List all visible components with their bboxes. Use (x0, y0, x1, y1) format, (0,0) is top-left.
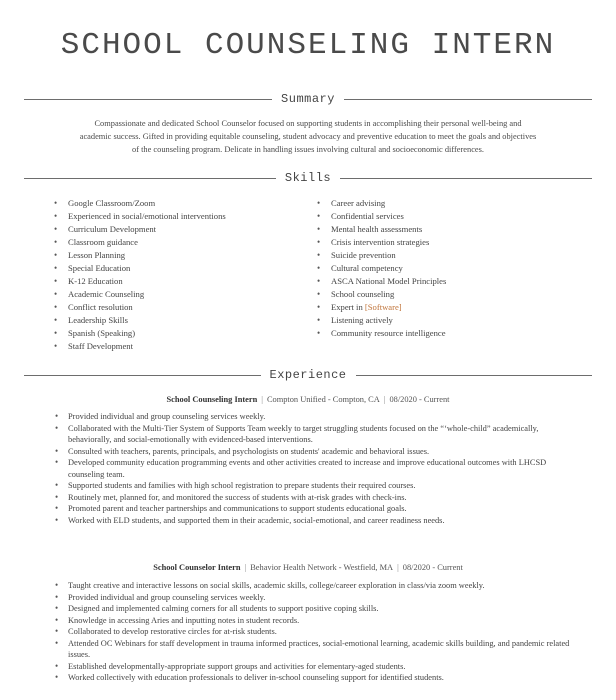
separator: | (244, 563, 247, 572)
job-bullet: • Established developmentally-appropriate support groups and activities for elementary-aged students. (55, 661, 575, 673)
summary-section-header (24, 92, 592, 106)
separator: | (261, 395, 263, 404)
skill-item: • Curriculum Development (54, 223, 226, 236)
job-bullet: • Consulted with teachers, parents, principals, and psychologists on students' academic and behavioral issues. (55, 446, 575, 458)
skill-item: • School counseling (317, 288, 446, 301)
job-bullet: • Provided individual and group counseling services weekly. (55, 592, 575, 604)
skill-item: • Experienced in social/emotional interventions (54, 210, 226, 223)
job-bullet: • Worked with ELD students, and supported them in their academic, social-emotional, and career readiness needs. (55, 515, 575, 527)
separator: | (397, 563, 399, 572)
skill-item: • Cultural competency (317, 262, 446, 275)
divider-left (24, 99, 272, 100)
summary-line: academic success. Gifted in providing equitable counseling, student advocacy and preventive education to meet the goals and objectives (79, 132, 537, 141)
job-bullets (55, 411, 575, 526)
job-company: Behavior Health Network - Westfield, MA (250, 563, 394, 572)
skills-title: Skills (284, 171, 332, 185)
skill-item: • K-12 Education (54, 275, 226, 288)
job-bullet: • Developed community education programming events and other activities created to increase and improve educational outcomes with LHCSD counseling team. (55, 457, 575, 480)
job-bullet: • Collaborated to develop restorative circles for at-risk students. (55, 626, 575, 638)
skill-item: • Mental health assessments (317, 223, 446, 236)
summary-text (38, 117, 578, 156)
job-bullet: • Taught creative and interactive lessons on social skills, academic skills, college/career exploration in class/via zoom weekly. (55, 580, 575, 592)
job-bullet: • Designed and implemented calming corners for all students to support positive coping skills. (55, 603, 575, 615)
divider-right (340, 178, 592, 179)
experience-section-header (24, 368, 592, 382)
skills-list-left (54, 197, 226, 353)
summary-line: Compassionate and dedicated School Counselor focused on supporting students in accomplishing their personal well-being and (94, 119, 522, 128)
job-bullet: • Attended OC Webinars for staff development in trauma informed practices, social-emotional learning, academic skills building, and pandemic related issues. (55, 638, 575, 661)
skill-item: • Staff Development (54, 340, 226, 353)
skill-item: • Suicide prevention (317, 249, 446, 262)
skill-item-expert (317, 301, 446, 314)
job-dates: 08/2020 - Current (402, 563, 463, 572)
skill-item: • Leadership Skills (54, 314, 226, 327)
divider-left (24, 178, 276, 179)
job-bullet: • Promoted parent and teacher partnerships and communications to support students educational goals. (55, 503, 575, 515)
skill-item: • Special Education (54, 262, 226, 275)
job-bullet: • Knowledge in accessing Aries and inputting notes in student records. (55, 615, 575, 627)
job-bullet: • Routinely met, planned for, and monitored the success of students with at-risk grades with check-ins. (55, 492, 575, 504)
divider-right (356, 375, 593, 376)
skills-section-header (24, 171, 592, 185)
skill-item: • Conflict resolution (54, 301, 226, 314)
job-header (0, 563, 616, 572)
job-bullet: • Worked collectively with education professionals to deliver in-school counseling support for identified students. (55, 672, 575, 684)
job-header (0, 395, 616, 404)
skill-item: • ASCA National Model Principles (317, 275, 446, 288)
job-dates: 08/2020 - Current (389, 395, 450, 404)
resume-name: SCHOOL COUNSELING INTERN (60, 28, 556, 63)
job-bullet: • Provided individual and group counseling services weekly. (55, 411, 575, 423)
skill-item: • Community resource intelligence (317, 327, 446, 340)
skill-item: • Classroom guidance (54, 236, 226, 249)
summary-line: of the counseling program. Delicate in handling issues involving cultural and socioeconomic differences. (132, 145, 484, 154)
job-bullet: • Collaborated with the Multi-Tier System of Supports Team weekly to target struggling students focused on the “‘whole-child” academically, behaviorally, and social-emotionally with evidenced-based interventions. (55, 423, 575, 446)
divider-right (344, 99, 592, 100)
divider-left (24, 375, 261, 376)
job-role: School Counselor Intern (153, 563, 241, 572)
skills-list-right (317, 197, 446, 340)
skill-item: • Listening actively (317, 314, 446, 327)
job-role: School Counseling Intern (166, 395, 258, 404)
separator: | (383, 395, 386, 404)
skill-item: • Academic Counseling (54, 288, 226, 301)
skill-item: • Lesson Planning (54, 249, 226, 262)
skill-item: • Google Classroom/Zoom (54, 197, 226, 210)
skill-item: • Confidential services (317, 210, 446, 223)
job-company: Compton Unified - Compton, CA (266, 395, 380, 404)
experience-title: Experience (269, 368, 347, 382)
summary-title: Summary (281, 92, 335, 106)
skill-item: • Spanish (Speaking) (54, 327, 226, 340)
software-placeholder: [Software] (364, 302, 402, 312)
skill-item: • Career advising (317, 197, 446, 210)
skill-expert-label: Expert in (331, 302, 365, 312)
job-bullet: • Supported students and families with high school registration to prepare students their required courses. (55, 480, 575, 492)
skill-item: • Crisis intervention strategies (317, 236, 446, 249)
job-bullets (55, 580, 575, 684)
